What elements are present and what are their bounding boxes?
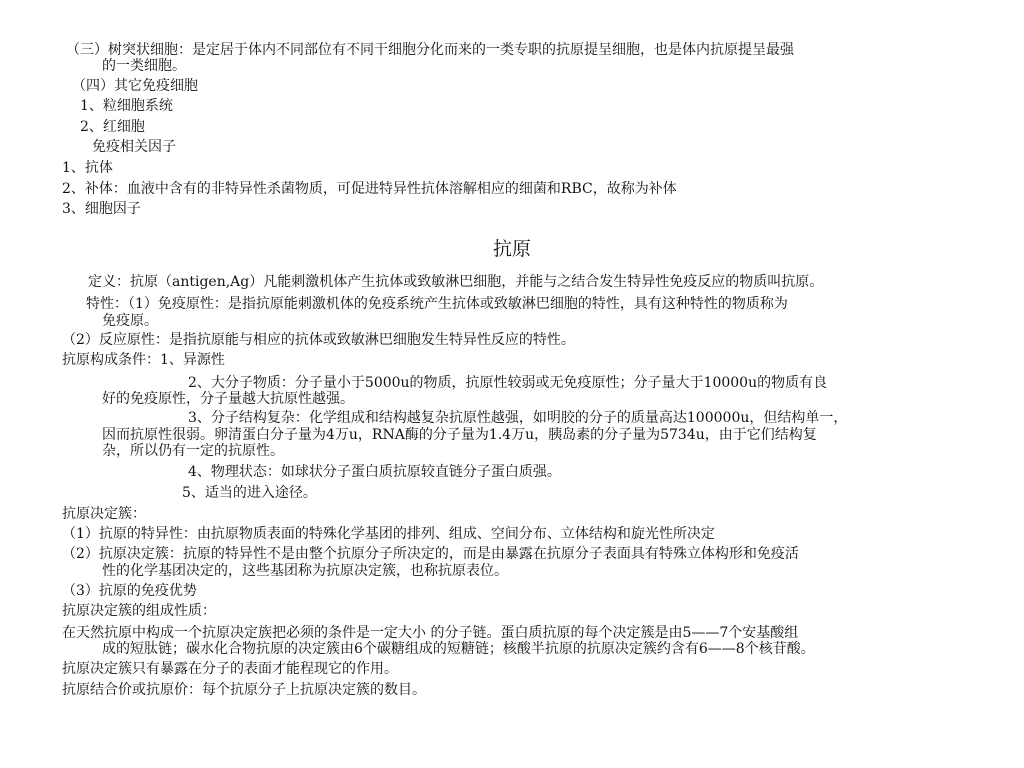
text-line-complex-structure-cont2: 杂，所以仍有一定的抗原性。 <box>102 443 284 459</box>
text-line-immune-factors: 免疫相关因子 <box>92 139 176 155</box>
text-line-immunodominance: （3）抗原的免疫优势 <box>62 583 197 599</box>
text-line-exposure: 抗原决定簇只有暴露在分子的表面才能程现它的作用。 <box>62 661 398 677</box>
text-line-composition: 抗原决定簇的组成性质： <box>62 603 216 619</box>
text-line-determinant: （2）抗原决定簇：抗原的特异性不是由整个抗原分子所决定的，而是由暴露在抗原分子表面具有特殊立体构形和免疫活 <box>62 546 799 562</box>
text-line-cytokine: 3、细胞因子 <box>62 201 141 217</box>
text-line-reactogenicity: （2）反应原性：是指抗原能与相应的抗体或致敏淋巴细胞发生特异性反应的特性。 <box>62 332 575 348</box>
text-line-determinant-heading: 抗原决定簇： <box>62 506 146 522</box>
text-line-complex-structure: 3、分子结构复杂：化学组成和结构越复杂抗原性越强，如明胶的分子的质量高达100000u，但结构单一， <box>188 410 848 426</box>
text-line-valence: 抗原结合价或抗原价：每个抗原分子上抗原决定簇的数目。 <box>62 682 426 698</box>
text-line-immunogenicity-cont: 免疫原。 <box>102 313 158 329</box>
text-segment: 的一类细胞。 <box>102 58 186 74</box>
text-line-complement: 2、补体：血液中含有的非特异性杀菌物质，可促进特异性抗体溶解相应的细菌和RBC，故称为补体 <box>62 181 677 197</box>
text-line-dendritic-cell-cont <box>102 58 186 74</box>
text-line-immunogenicity: 特性：（1）免疫原性：是指抗原能刺激机体的免疫系统产生抗体或致敏淋巴细胞的特性，具有这种特性的物质称为 <box>86 296 788 312</box>
section-title: 抗原 <box>492 238 531 260</box>
text-line-specificity: （1）抗原的特异性：由抗原物质表面的特殊化学基团的排列、组成、空间分布、立体结构和旋光性所决定 <box>62 526 715 542</box>
text-line-dendritic-cell <box>66 42 794 58</box>
text-line-macromolecule: 2、大分子物质：分子量小于5000u的物质，抗原性较弱或无免疫原性；分子量大于10000u的物质有良 <box>188 375 828 391</box>
text-line-conditions: 抗原构成条件：1、异源性 <box>62 352 225 368</box>
text-line-erythrocyte: 2、红细胞 <box>80 119 145 135</box>
text-line-natural-antigen: 在天然抗原中构成一个抗原决定族把必须的条件是一定大小 的分子链。蛋白质抗原的每个决定簇是由5——7个安基酸组 <box>62 625 799 641</box>
text-line-complex-structure-cont1: 因而抗原性很弱。卵清蛋白分子量为4万u，RNA酶的分子量为1.4万u，胰岛素的分子量为5734u，由于它们结构复 <box>102 427 817 443</box>
text-line-natural-antigen-cont: 成的短肽链；碳水化合物抗原的决定簇由6个碳糖组成的短糖链；核酸半抗原的抗原决定簇约含有6——8个核苷酸。 <box>102 641 815 657</box>
text-segment: （三）树突状细胞：是定居于体内不同部位有不同干细胞分化而来的一类专职的抗原提呈细胞，也是体内抗原提呈最强 <box>66 42 794 58</box>
text-line-determinant-cont: 性的化学基团决定的，这些基团称为抗原决定簇，也称抗原表位。 <box>102 563 508 579</box>
text-line-other-immune-cells: （四）其它免疫细胞 <box>72 78 198 94</box>
text-line-definition: 定义：抗原（antigen,Ag）凡能刺激机体产生抗体或致敏淋巴细胞，并能与之结合发生特异性免疫反应的物质叫抗原。 <box>88 274 824 290</box>
text-line-granulocyte: 1、粒细胞系统 <box>80 98 173 114</box>
text-line-physical-state: 4、物理状态：如球状分子蛋白质抗原较直链分子蛋白质强。 <box>188 464 561 480</box>
text-line-macromolecule-cont: 好的免疫原性，分子量越大抗原性越强。 <box>102 391 354 407</box>
text-line-route: 5、适当的进入途径。 <box>182 485 317 501</box>
text-line-antibody: 1、抗体 <box>62 160 113 176</box>
